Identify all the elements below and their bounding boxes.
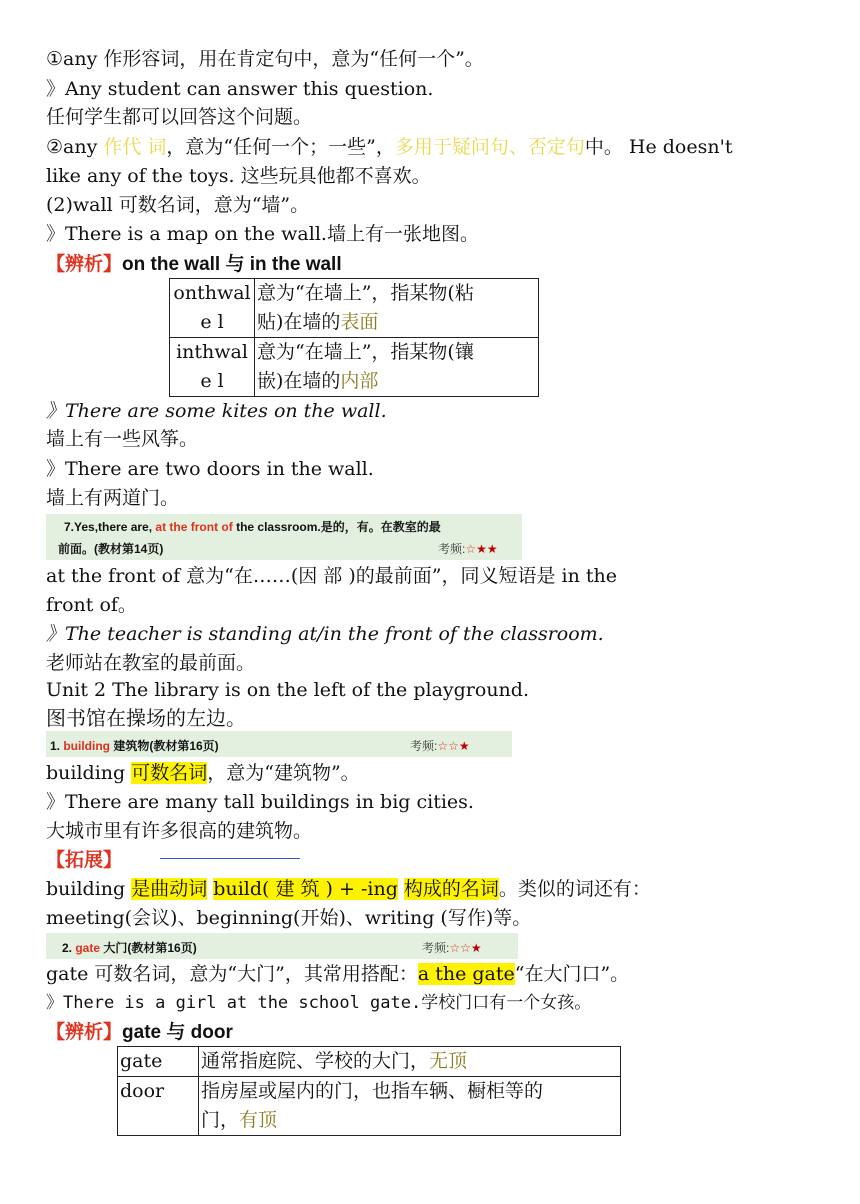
table-row xyxy=(170,279,539,338)
text-line: ①any 作形容词，用在肯定句中，意为“任何一个”。 xyxy=(46,48,484,70)
section-tag: 【拓展】 xyxy=(46,850,123,871)
section-heading xyxy=(46,847,122,874)
divider xyxy=(160,858,300,859)
text-line xyxy=(46,134,732,160)
section-tag: 【辨析】 xyxy=(46,254,123,275)
table-row xyxy=(170,338,539,397)
table-cell-term: inthwal e l xyxy=(170,338,255,397)
translation-line: 墙上有两道门。 xyxy=(46,487,180,509)
section-tag: 【辨析】 xyxy=(46,1022,123,1043)
table-row xyxy=(118,1077,621,1136)
text-line: building 是曲动词 build( 建 筑 ) + -ing 构成的名词。类似的词还有： xyxy=(46,878,651,900)
text-line: (2)wall 可数名词，意为“墙”。 xyxy=(46,194,310,216)
table-cell-term: door xyxy=(118,1077,199,1136)
example-sentence: 》There are some kites on the wall. xyxy=(46,400,387,422)
frequency-rating: 考频:☆☆★ xyxy=(410,739,470,753)
section-title: on the wall 与 in the wall xyxy=(122,254,342,275)
band-subtitle: 前面。(教材第14页) xyxy=(58,542,164,556)
band-title: 1. building 建筑物(教材第16页) xyxy=(50,739,219,753)
translation-line: 任何学生都可以回答这个问题。 xyxy=(46,106,313,128)
comparison-table-gate-door xyxy=(117,1046,621,1136)
table-cell-desc: 意为“在墙上”，指某物(粘 贴)在墙的表面 xyxy=(255,279,539,338)
example-sentence: 》There are many tall buildings in big cities. xyxy=(46,791,474,813)
table-cell-desc: 通常指庭院、学校的大门，无顶 xyxy=(199,1047,621,1077)
text-line: gate 可数名词，意为“大门”，其常用搭配：a the gate“在大门口”。 xyxy=(46,963,630,985)
highlight-text: 作代 词 xyxy=(103,136,167,158)
section-heading xyxy=(46,1019,233,1046)
text-line: building 可数名词，意为“建筑物”。 xyxy=(46,762,360,784)
translation-line: 大城市里有许多很高的建筑物。 xyxy=(46,820,313,842)
example-sentence: 》There is a map on the wall.墙上有一张地图。 xyxy=(46,223,479,245)
comparison-table-wall xyxy=(169,278,539,397)
text-line: meeting(会议)、beginning(开始)、writing (写作)等。 xyxy=(46,907,532,929)
example-sentence: 》The teacher is standing at/in the front of the classroom. xyxy=(46,623,604,645)
unit-heading: Unit 2 The library is on the left of the playground. xyxy=(46,679,529,701)
frequency-rating: 考频:☆☆★ xyxy=(422,941,482,955)
example-sentence: 》Any student can answer this question. xyxy=(46,78,434,100)
text-segment: ②any xyxy=(46,136,104,158)
translation-line: 墙上有一些风筝。 xyxy=(46,428,199,450)
table-cell-term: gate xyxy=(118,1047,199,1077)
star-filled-icon: ★ xyxy=(458,739,470,753)
highlight-text: 构成的名词 xyxy=(403,878,499,900)
band-title: 7.Yes,there are, at the front of the classroom.是的，有。在教室的最 xyxy=(64,520,441,534)
star-outline-icon: ☆ xyxy=(465,542,477,556)
table-cell-term: onthwal e l xyxy=(170,279,255,338)
table-cell-desc: 意为“在墙上”，指某物(镶 嵌)在墙的内部 xyxy=(255,338,539,397)
highlight-text: build( 建 筑 ) + -ing xyxy=(213,878,398,900)
highlight-text: 多用于疑问句、否定句 xyxy=(394,136,585,158)
example-sentence: 》There are two doors in the wall. xyxy=(46,458,374,480)
section-title: gate 与 door xyxy=(122,1022,233,1043)
star-filled-icon: ★★ xyxy=(476,542,498,556)
table-cell-desc: 指房屋或屋内的门，也指车辆、橱柜等的 门，有顶 xyxy=(199,1077,621,1136)
translation-line: 老师站在教室的最前面。 xyxy=(46,652,256,674)
band-title: 2. gate 大门(教材第16页) xyxy=(62,941,197,955)
text-line: at the front of 意为“在……(因 部 )的最前面”，同义短语是 in the xyxy=(46,565,617,587)
frequency-rating: 考频:☆★★ xyxy=(438,542,498,556)
text-segment: 中。 He doesn't xyxy=(584,136,733,158)
section-heading xyxy=(46,251,342,278)
highlight-text: 可数名词 xyxy=(131,762,208,784)
text-line: like any of the toys. 这些玩具他都不喜欢。 xyxy=(46,165,431,187)
text-line: front of。 xyxy=(46,594,137,616)
example-sentence: 》There is a girl at the school gate.学校门口有一个女孩。 xyxy=(46,993,592,1013)
star-filled-icon: ★ xyxy=(470,941,482,955)
key-point-band xyxy=(46,933,518,959)
table-row xyxy=(118,1047,621,1077)
highlight-text: 是曲动词 xyxy=(131,878,208,900)
text-segment: ，意为“任何一个；一些”， xyxy=(166,136,395,158)
star-outline-icon: ☆☆ xyxy=(449,941,471,955)
unit-translation: 图书馆在操场的左边。 xyxy=(46,706,246,730)
star-outline-icon: ☆☆ xyxy=(437,739,459,753)
highlight-text: a the gate xyxy=(417,963,515,985)
key-point-band xyxy=(46,731,512,757)
key-point-band xyxy=(46,514,522,560)
